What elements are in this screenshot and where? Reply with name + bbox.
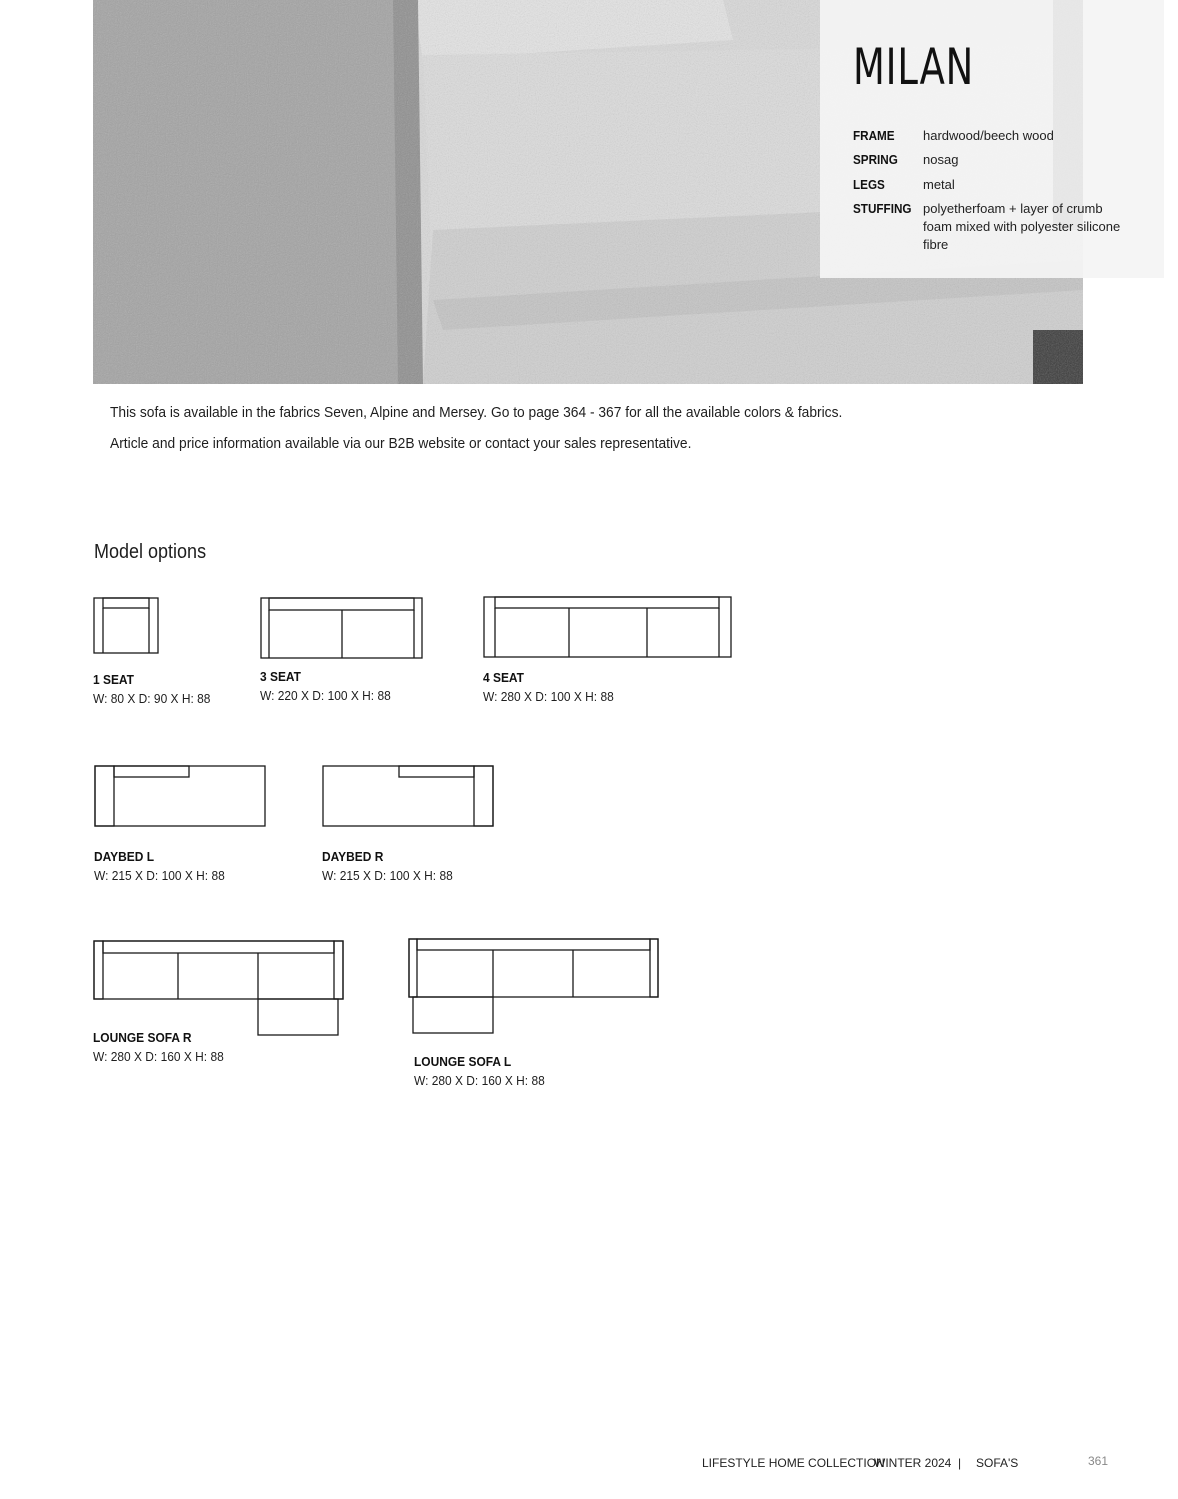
model-options-title: Model options (94, 541, 207, 563)
hero-photo (93, 0, 1121, 384)
daybed-r-diagram-icon (322, 765, 497, 830)
model-name: 1 SEAT (93, 672, 134, 687)
model-lounge-sofa-r (93, 940, 353, 1070)
4-seat-diagram-icon (483, 596, 733, 660)
spec-card (820, 0, 1164, 278)
model-daybed-r (322, 765, 502, 890)
model-name: LOUNGE SOFA L (414, 1054, 512, 1069)
model-dimensions: W: 80 X D: 90 X H: 88 (93, 691, 211, 706)
model-dimensions: W: 215 X D: 100 X H: 88 (322, 868, 453, 883)
model-name: LOUNGE SOFA R (93, 1030, 192, 1045)
spec-key: SPRING (853, 152, 898, 167)
spec-value: nosag (923, 152, 959, 167)
intro-pricing-text: Article and price information available via our B2B website or contact your sales representative. (110, 435, 692, 452)
model-name: DAYBED L (94, 849, 155, 864)
model-lounge-sofa-l (408, 938, 668, 1093)
spec-key: LEGS (853, 177, 885, 192)
intro-fabrics-text: This sofa is available in the fabrics Seven, Alpine and Mersey. Go to page 364 - 367 for all the available colors & fabrics. (110, 404, 843, 421)
model-daybed-l (94, 765, 274, 890)
lounge-sofa-r-diagram-icon (93, 940, 348, 1040)
product-title: MILAN (853, 38, 975, 96)
model-dimensions: W: 280 X D: 160 X H: 88 (414, 1073, 545, 1088)
footer-collection: LIFESTYLE HOME COLLECTION (702, 1456, 885, 1470)
spec-value: hardwood/beech wood (923, 128, 1054, 143)
page-number: 361 (1088, 1454, 1109, 1468)
model-name: DAYBED R (322, 849, 384, 864)
model-name: 4 SEAT (483, 670, 524, 685)
model-dimensions: W: 280 X D: 160 X H: 88 (93, 1049, 224, 1064)
model-dimensions: W: 280 X D: 100 X H: 88 (483, 689, 614, 704)
daybed-l-diagram-icon (94, 765, 269, 830)
model-dimensions: W: 220 X D: 100 X H: 88 (260, 688, 391, 703)
model-name: 3 SEAT (260, 669, 301, 684)
model-dimensions: W: 215 X D: 100 X H: 88 (94, 868, 225, 883)
spec-key: FRAME (853, 128, 895, 143)
spec-value: metal (923, 177, 955, 192)
1-seat-diagram-icon (93, 597, 163, 657)
3-seat-diagram-icon (260, 597, 425, 662)
model-1-seat (93, 597, 233, 712)
spec-value: polyetherfoam + layer of crumb foam mixed with polyester silicone fibre (923, 201, 1121, 252)
lounge-sofa-l-diagram-icon (408, 938, 663, 1038)
spec-key: STUFFING (853, 201, 912, 216)
footer-season: WINTER 2024 (874, 1456, 952, 1470)
model-4-seat (483, 596, 733, 711)
footer-category: SOFA'S (976, 1456, 1019, 1470)
model-3-seat (260, 597, 430, 712)
footer-separator: | (958, 1456, 962, 1470)
